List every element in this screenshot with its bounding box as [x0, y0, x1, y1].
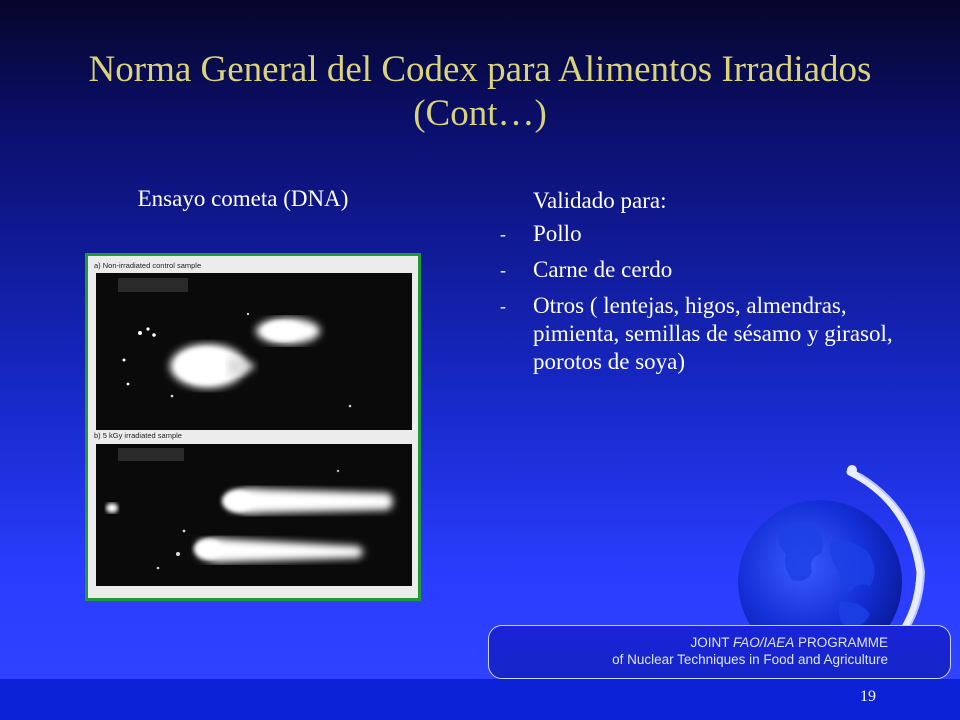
title-line-2: (Cont…)	[413, 93, 547, 134]
page-number: 19	[860, 688, 876, 705]
comet-assay-photo	[85, 253, 421, 601]
list-item	[500, 220, 900, 248]
validated-for-block	[500, 186, 900, 384]
bullet-marker: -	[500, 260, 506, 280]
program-line-1: JOINT FAO/IAEA PROGRAMME	[690, 635, 888, 650]
panel-a-image	[96, 273, 412, 430]
list-item-text: Otros ( lentejas, higos, almendras, pimienta, semillas de sésamo y girasol, porotos de soya)	[533, 293, 893, 374]
validated-list	[500, 220, 900, 376]
list-item	[500, 292, 900, 376]
panel-b-caption: b) 5 kGy irradiated sample	[94, 431, 182, 440]
program-label-box	[488, 625, 951, 679]
validated-for-heading: Validado para:	[533, 188, 667, 213]
slide-title	[40, 48, 920, 136]
bullet-marker: -	[500, 296, 506, 316]
program-line-2: of Nuclear Techniques in Food and Agriculture	[612, 652, 888, 667]
list-item	[500, 256, 900, 284]
footer-bar	[0, 679, 960, 720]
list-item-text: Pollo	[533, 221, 582, 246]
comet-assay-image	[88, 256, 418, 598]
bullet-marker: -	[500, 224, 506, 244]
comet-assay-heading: Ensayo cometa (DNA)	[137, 186, 349, 211]
list-item-text: Carne de cerdo	[533, 257, 673, 282]
panel-a-caption: a) Non-irradiated control sample	[94, 261, 202, 270]
title-line-1: Norma General del Codex para Alimentos Irradiados	[88, 49, 872, 90]
panel-b-image	[96, 444, 412, 586]
